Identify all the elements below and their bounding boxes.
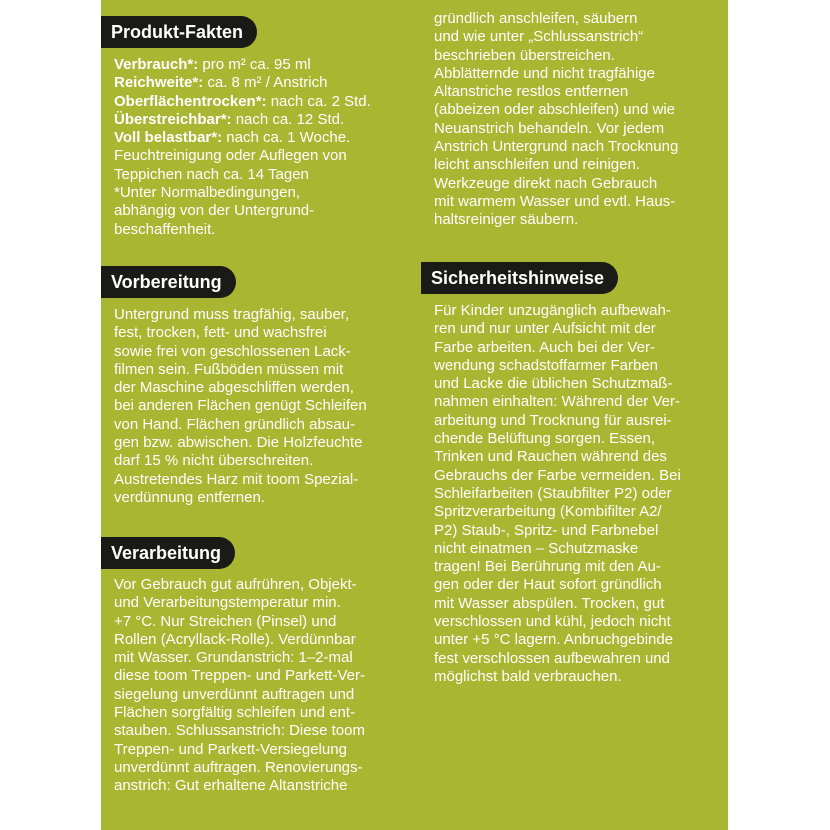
fact-value: nach ca. 12 Std. bbox=[235, 110, 345, 128]
fact-label: Voll belastbar*: bbox=[114, 129, 223, 147]
heading-sicherheitshinweise: Sicherheitshinweise bbox=[421, 262, 618, 294]
fact-row bbox=[114, 129, 414, 147]
fact-row bbox=[114, 74, 414, 92]
fact-value: pro m² ca. 95 ml bbox=[202, 56, 311, 73]
product-facts bbox=[114, 56, 414, 239]
fact-row bbox=[114, 93, 414, 111]
fact-row bbox=[114, 111, 414, 129]
facts-extra: Feuchtreinigung oder Auflegen von Teppichen nach ca. 14 Tagen bbox=[114, 147, 347, 183]
heading-verarbeitung: Verarbeitung bbox=[101, 537, 235, 569]
fact-value: nach ca. 1 Woche. bbox=[226, 129, 351, 147]
verarbeitung-continued-text: gründlich anschleifen, säubern und wie unter „Schlussanstrich“ beschrieben überstreichen. Abblätternde und nicht tragfähige Altanstriche restlos entfernen (abbeizen oder abschleifen) und wie Neuanstrich behandeln. Vor jedem Anstrich Untergrund nach Trocknung leicht anschleifen und reinigen. Werkzeuge direkt nach Gebrauch mit warmem Wasser und evtl. Haus- haltsreiniger säubern. bbox=[434, 10, 679, 229]
sicherheitshinweise-text: Für Kinder unzugänglich aufbewah- ren und nur unter Aufsicht mit der Farbe arbeiten. Auch bei der Ver- wendung schadstoffarmer Farben und Lacke die üblichen Schutzmaß- nahmen einhalten: Während der Ver- arbeitung und Trocknung für ausrei- chende Belüftung sorgen. Essen, Trinken und Rauchen während des Gebrauchs der Farbe vermeiden. Bei Schleifarbeiten (Staubfilter P2) oder Spritzverarbeitung (Kombifilter A2/ P2) Staub-, Spritz- und Farbnebel nicht einatmen – Schutzmaske tragen! Bei Berührung mit den Au- gen oder der Haut sofort gründlich mit Wasser abspülen. Trocken, gut verschlossen und kühl, jedoch nicht unter +5 °C lagern. Anbruchgebinde fest verschlossen aufbewahren und möglichst bald verbrauchen. bbox=[434, 302, 681, 685]
facts-footnote: *Unter Normalbedingungen, abhängig von der Untergrund- beschaffenheit. bbox=[114, 184, 315, 238]
fact-label: Verbrauch*: bbox=[114, 56, 199, 73]
fact-value: ca. 8 m² / Anstrich bbox=[207, 74, 328, 92]
heading-produkt-fakten: Produkt-Fakten bbox=[101, 16, 257, 48]
fact-label: Oberflächentrocken*: bbox=[114, 92, 267, 110]
verarbeitung-text: Vor Gebrauch gut aufrühren, Objekt- und Verarbeitungstemperatur min. +7 °C. Nur Streichen (Pinsel) und Rollen (Acryllack-Rolle). Verdünnbar mit Wasser. Grundanstrich: 1–2-mal diese toom Treppen- und Parkett-Ver- siegelung unverdünnt auftragen und Flächen sorgfältig schleifen und ent- stauben. Schlussanstrich: Diese toom Treppen- und Parkett-Versiegelung unverdünnt auftragen. Renovierungs- anstrich: Gut erhaltene Altanstriche bbox=[114, 576, 365, 795]
fact-value: nach ca. 2 Std. bbox=[270, 92, 371, 110]
label-panel bbox=[101, 0, 728, 830]
fact-label: Reichweite*: bbox=[114, 74, 204, 92]
fact-label: Überstreichbar*: bbox=[114, 110, 232, 128]
fact-row bbox=[114, 56, 414, 74]
vorbereitung-text: Untergrund muss tragfähig, sauber, fest, trocken, fett- und wachsfrei sowie frei von geschlossenen Lack- filmen sein. Fußböden müssen mit der Maschine abgeschliffen werden, bei anderen Flächen genügt Schleifen von Hand. Flächen gründlich absau- gen bzw. abwischen. Die Holzfeuchte darf 15 % nicht überschreiten. Austretendes Harz mit toom Spezial- verdünnung entfernen. bbox=[114, 306, 367, 506]
heading-vorbereitung: Vorbereitung bbox=[101, 266, 236, 298]
